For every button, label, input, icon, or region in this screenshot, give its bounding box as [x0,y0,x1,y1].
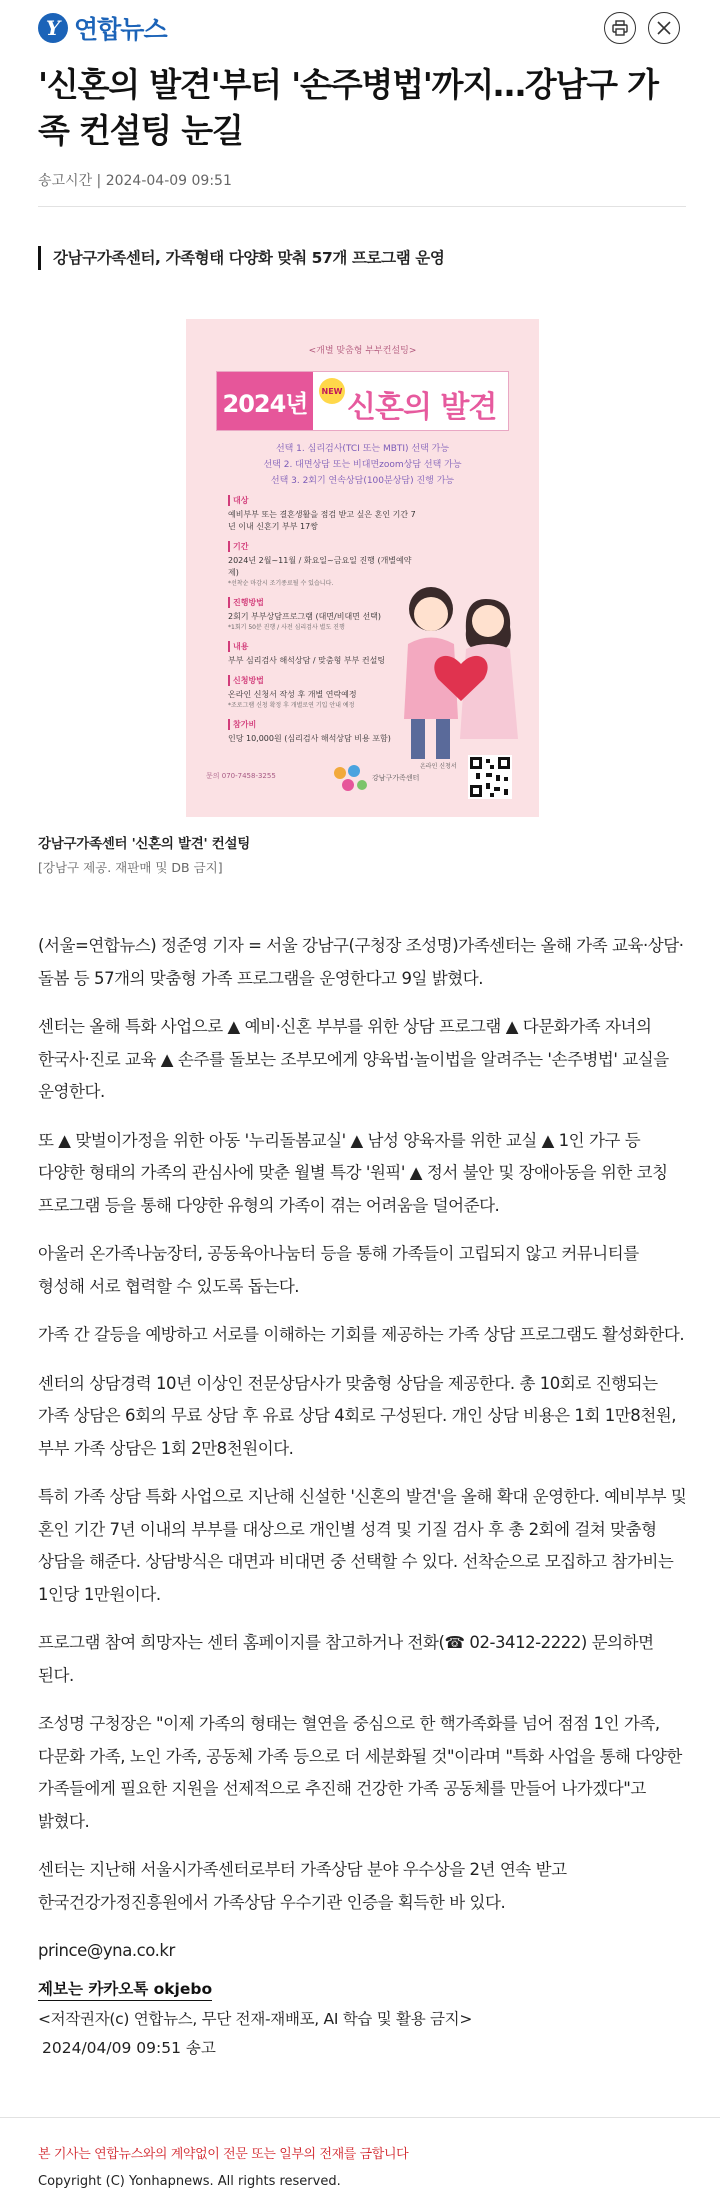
yonhap-logo-mark: Y [38,13,68,43]
reprint-warning: 본 기사는 연합뉴스와의 계약없이 전문 또는 일부의 전재를 금합니다 [38,2147,409,2162]
article-subtitle: 강남구가족센터, 가족형태 다양화 맞춰 57개 프로그램 운영 [38,246,444,270]
send-time: 송고시간 | 2024-04-09 09:51 [38,173,232,189]
new-badge: NEW [319,378,345,404]
toolbar [604,12,680,44]
close-icon [655,19,673,37]
poster-info-head: 내용 [228,641,418,652]
poster-options [186,441,539,489]
poster-option: 선택 2. 대면상담 또는 비대면zoom상담 선택 가능 [263,460,462,470]
poster-info-head: 대상 [228,495,418,506]
article-paragraph: 특히 가족 상담 특화 사업으로 지난해 신설한 '신혼의 발견'을 올해 확대 운영한다. 예비부부 및 혼인 기간 7년 이내의 부부를 대상으로 개인별 성격 및 기질 검사 후 총 2회에 걸쳐 맞춤형 상담을 해준다. 상담방식은 대면과 비대면 중 선택할 수 있다. 선착순으로 모집하고 참가비는 1인당 1만원이다. [38,1487,687,1604]
poster-info-body: 온라인 신청서 작성 후 개별 연락예정 [228,690,357,699]
poster-info-note: *조로그램 신청 확정 후 개별로연 기입 안내 예정 [228,702,355,709]
article-paragraph: 센터의 상담경력 10년 이상인 전문상담사가 맞춤형 상담을 제공한다. 총 10회로 진행되는 가족 상담은 6회의 무료 상담 후 유료 상담 4회로 구성된다. 개인 상담 비용은 1회 1만8천원, 부부 가족 상담은 1회 2만8천원이다. [38,1373,677,1458]
poster-info-body: 예비부부 또는 결혼생활을 점검 받고 싶은 혼인 기간 7년 이내 신혼기 부부 17쌍 [228,510,416,531]
couple-heart-illustration [386,569,536,769]
sent-date: 2024/04/09 09:51 송고 [42,2038,216,2057]
print-button[interactable] [604,12,636,44]
yonhap-logo-text: 연합뉴스 [74,15,167,44]
qr-code [468,755,512,799]
poster-kicker: <개별 맞춤형 부부컨설팅> [308,346,417,356]
poster-option: 선택 1. 심리검사(TCI 또는 MBTI) 선택 가능 [275,444,450,454]
poster-phone: 문의 070-7458-3255 [206,772,276,780]
footer-copyright: Copyright (C) Yonhapnews. All rights reserved. [38,2174,341,2189]
copyright-notice: <저작권자(c) 연합뉴스, 무단 전재-재배포, AI 학습 및 활용 금지> [38,2009,473,2028]
top-bar [0,0,720,56]
article-body [38,930,688,2063]
poster-info-note: *1회기 50분 진행 / 사전 심리검사 별도 진행 [228,624,345,631]
article-headline: '신혼의 발견'부터 '손주병법'까지…강남구 가족 컨설팅 눈길 [38,65,658,150]
article-paragraph: 센터는 지난해 서울시가족센터로부터 가족상담 분야 우수상을 2년 연속 받고 한국건강가정진흥원에서 가족상담 우수기관 인증을 획득한 바 있다. [38,1860,567,1912]
article-paragraph: 가족 간 갈등을 예방하고 서로를 이해하는 기회를 제공하는 가족 상담 프로그램도 활성화한다. [38,1325,685,1344]
poster-info-body: 인당 10,000원 (심리검사 해석상담 비용 포함) [228,734,391,743]
article-paragraph: (서울=연합뉴스) 정준영 기자 = 서울 강남구(구청장 조성명)가족센터는 올해 가족 교육·상담·돌봄 등 57개의 맞춤형 가족 프로그램을 운영한다고 9일 밝혔다. [38,936,684,988]
tip-line-link[interactable]: 제보는 카카오톡 okjebo [38,1978,212,2001]
poster-info-body: 2회기 부부상담프로그램 (대면/비대면 선택) [228,612,382,621]
printer-icon [611,19,629,37]
poster-year: 2024년 [217,372,313,430]
poster-info-body: 부부 심리검사 해석상담 / 맞춤형 부부 컨설팅 [228,656,386,665]
close-button[interactable] [648,12,680,44]
poster-info-body: 2024년 2월~11월 / 화요일~금요일 진행 (개별예약제) [228,556,412,577]
poster-qr-label: 온라인 신청서 [420,763,457,770]
poster-info-head: 참가비 [228,719,418,730]
poster-info-head: 신청방법 [228,675,418,686]
article-paragraph: 또 ▲ 맞벌이가정을 위한 아동 '누리돌봄교실' ▲ 남성 양육자를 위한 교실 ▲ 1인 가구 등 다양한 형태의 가족의 관심사에 맞춘 월별 특강 '원픽' ▲ 정서 불안 및 장애아동을 위한 코칭 프로그램 등을 통해 다양한 유형의 가족이 겪는 어려움을 덜어준다. [38,1130,668,1215]
divider [38,206,686,207]
article-paragraph: 프로그램 참여 희망자는 센터 홈페이지를 참고하거나 전화(☎ 02-3412-2222) 문의하면 된다. [38,1633,654,1685]
poster-option: 선택 3. 2회기 연속상담(100분상담) 진행 가능 [270,476,455,486]
photo-caption: 강남구가족센터 '신혼의 발견' 컨설팅 [38,836,250,852]
footer-divider [0,2117,720,2118]
reporter-email[interactable]: prince@yna.co.kr [38,1941,175,1960]
poster-info-note: *선착순 마감시 조기종료될 수 있습니다. [228,580,334,587]
poster-info-head: 진행방법 [228,597,418,608]
article-paragraph: 센터는 올해 특화 사업으로 ▲ 예비·신혼 부부를 위한 상담 프로그램 ▲ 다문화가족 자녀의 한국사·진로 교육 ▲ 손주를 돌보는 조부모에게 양육법·놀이법을 알려주는 '손주병법' 교실을 운영한다. [38,1017,669,1101]
poster-info-head: 기간 [228,541,418,552]
poster-program-name: 신혼의 발견 [347,390,497,425]
poster-center-name: 강남구가족센터 [372,774,420,782]
poster-footer [206,755,519,805]
photo-credit: [강남구 제공. 재판매 및 DB 금지] [38,860,223,875]
yonhap-logo[interactable] [38,10,167,46]
article-photo[interactable] [186,319,539,817]
article-paragraph: 조성명 구청장은 "이제 가족의 형태는 혈연을 중심으로 한 핵가족화를 넘어 점점 1인 가족, 다문화 가족, 노인 가족, 공동체 가족 등으로 더 세분화될 것"이라며 "특화 사업을 통해 다양한 가족들에게 필요한 지원을 선제적으로 추진해 건강한 가족 공동체를 만들어 나가겠다"고 밝혔다. [38,1714,682,1831]
poster-info-item [228,495,418,533]
poster-banner [216,371,509,431]
article-paragraph: 아울러 온가족나눔장터, 공동육아나눔터 등을 통해 가족들이 고립되지 않고 커뮤니티를 형성해 서로 협력할 수 있도록 돕는다. [38,1244,639,1296]
